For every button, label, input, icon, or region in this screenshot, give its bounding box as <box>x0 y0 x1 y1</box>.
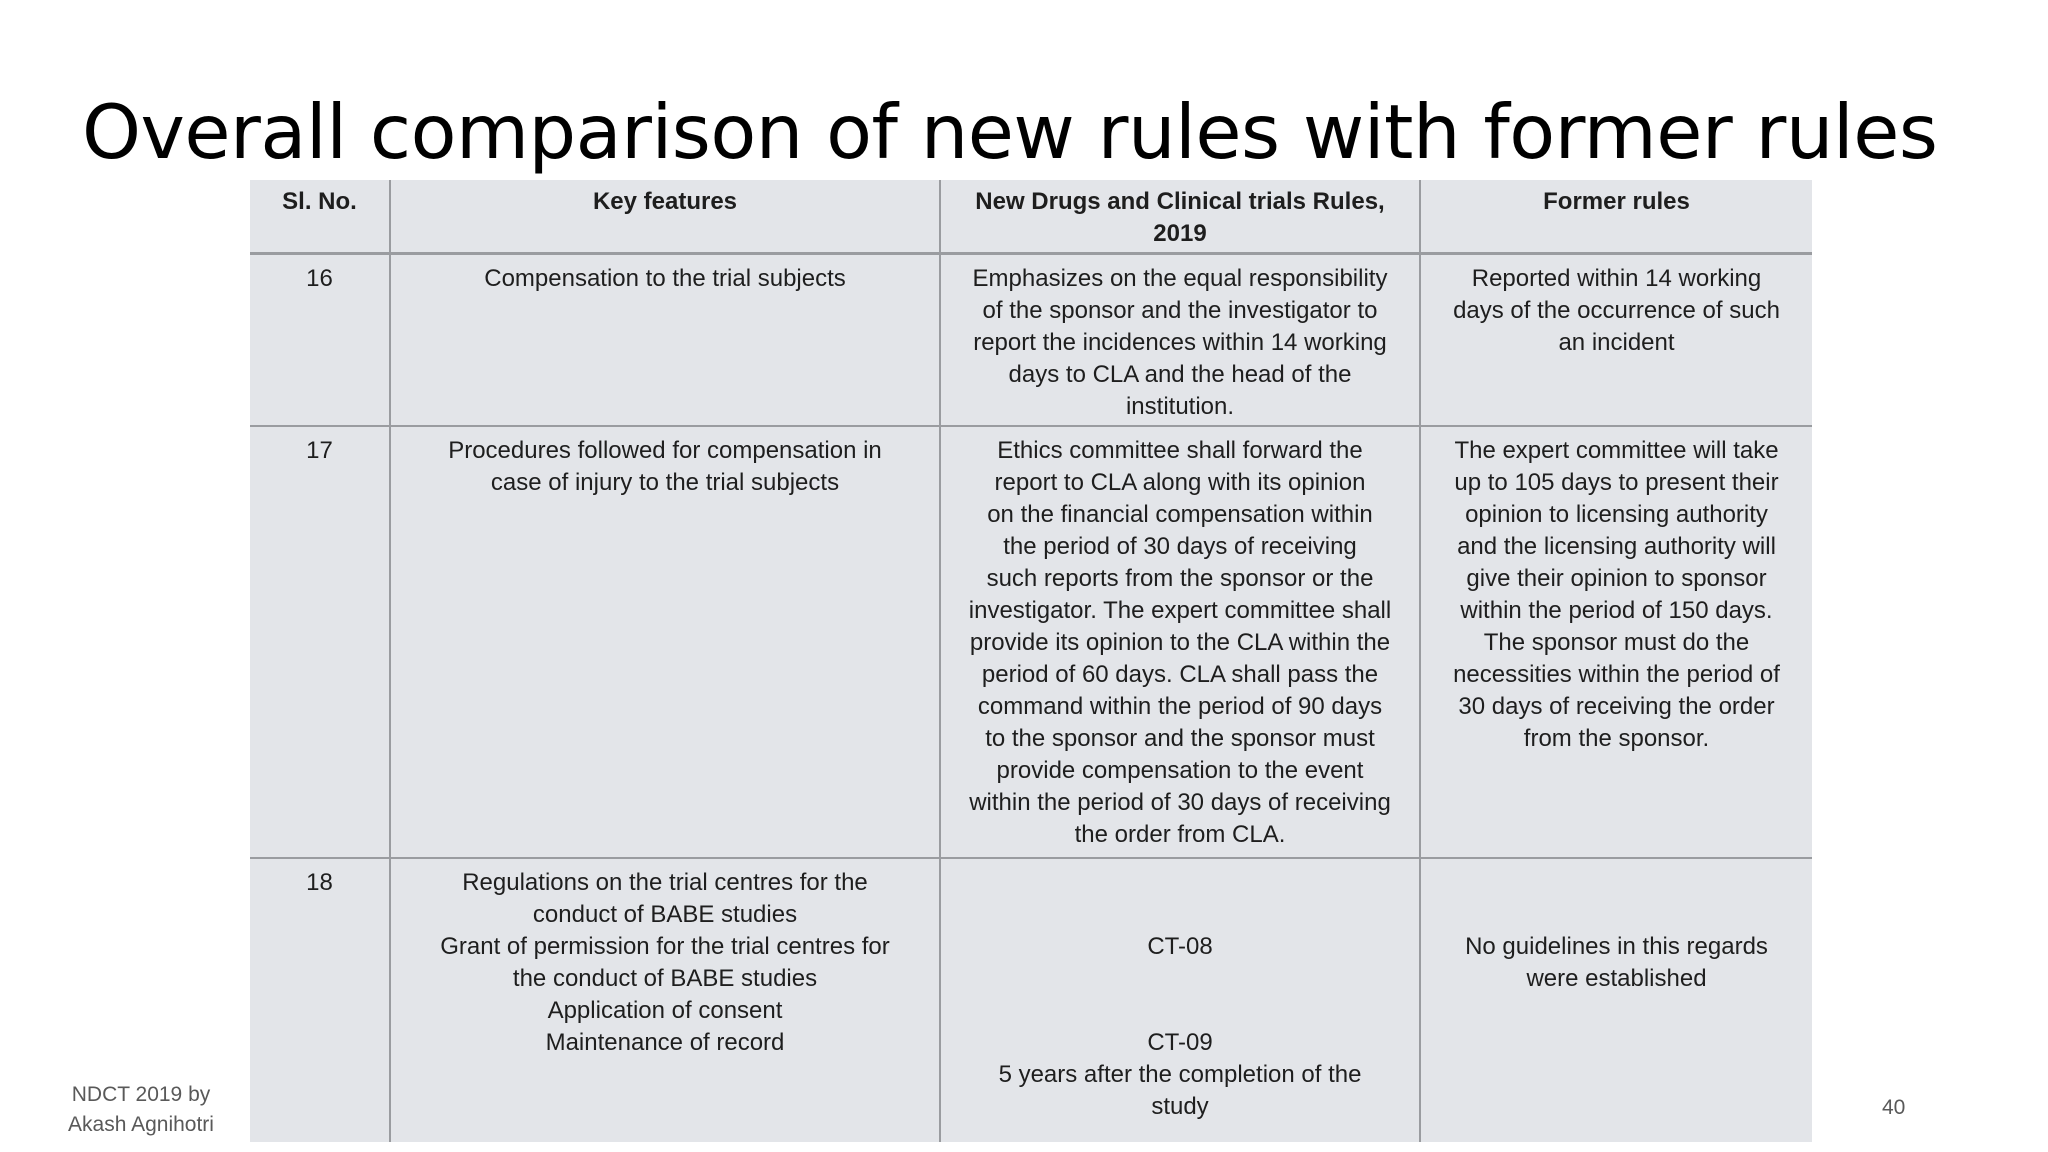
header-new-rules-line: 2019 <box>1153 220 1207 247</box>
cell-spacer <box>951 867 1409 931</box>
cell-line: CT-09 <box>1147 1029 1213 1056</box>
cell-line: necessities within the period of <box>1453 661 1780 688</box>
cell-line: report to CLA along with its opinion <box>994 469 1366 496</box>
header-former-rules: Former rules <box>1420 180 1812 254</box>
cell-line: conduct of BABE studies <box>532 901 798 928</box>
cell-line: within the period of 150 days. <box>1460 597 1773 624</box>
cell-key-feature <box>390 858 940 1142</box>
cell-line: case of injury to the trial subjects <box>490 469 840 496</box>
cell-line: The sponsor must do the <box>1483 629 1750 656</box>
cell-line: within the period of 30 days of receiving <box>969 789 1391 816</box>
cell-new-rules <box>940 426 1420 858</box>
cell-line: Procedures followed for compensation in <box>448 437 882 464</box>
cell-new-rules <box>940 858 1420 1142</box>
cell-line: give their opinion to sponsor <box>1466 565 1767 592</box>
cell-line: provide its opinion to the CLA within the <box>969 629 1391 656</box>
cell-former-rules <box>1420 254 1812 427</box>
cell-line: the period of 30 days of receiving <box>1003 533 1357 560</box>
header-key-features: Key features <box>390 180 940 254</box>
cell-line: institution. <box>1125 393 1235 420</box>
cell-line: Ethics committee shall forward the <box>997 437 1363 464</box>
cell-line: an incident <box>1558 329 1675 356</box>
cell-line: Reported within 14 working <box>1471 265 1762 292</box>
cell-line: of the sponsor and the investigator to <box>982 297 1378 324</box>
cell-line: Maintenance of record <box>545 1029 785 1056</box>
cell-line: Regulations on the trial centres for the <box>462 869 868 896</box>
cell-sl-no: 16 <box>250 254 390 427</box>
cell-line: command within the period of 90 days <box>977 693 1383 720</box>
cell-line: study <box>1151 1093 1209 1120</box>
cell-line: up to 105 days to present their <box>1454 469 1779 496</box>
cell-line: were established <box>1526 965 1707 992</box>
cell-line: and the licensing authority will <box>1457 533 1776 560</box>
cell-key-feature: Compensation to the trial subjects <box>390 254 940 427</box>
cell-spacer <box>951 963 1409 1027</box>
cell-line: CT-08 <box>1147 933 1213 960</box>
cell-former-rules <box>1420 858 1812 1142</box>
footer-author-line: Akash Agnihotri <box>68 1113 214 1136</box>
cell-line: Grant of permission for the trial centres for <box>440 933 890 960</box>
page-number: 40 <box>1882 1096 1906 1119</box>
cell-line: to the sponsor and the sponsor must <box>985 725 1375 752</box>
table-row <box>250 254 1812 427</box>
cell-line: period of 60 days. CLA shall pass the <box>981 661 1379 688</box>
cell-line: No guidelines in this regards <box>1465 933 1768 960</box>
header-sl-no: Sl. No. <box>250 180 390 254</box>
header-new-rules <box>940 180 1420 254</box>
cell-former-rules <box>1420 426 1812 858</box>
cell-line: 30 days of receiving the order <box>1458 693 1775 720</box>
cell-line: 5 years after the completion of the <box>998 1061 1362 1088</box>
footer-author <box>56 1080 226 1140</box>
cell-line: the order from CLA. <box>1074 821 1286 848</box>
cell-line: report the incidences within 14 working <box>973 329 1387 356</box>
cell-line: days to CLA and the head of the <box>1008 361 1352 388</box>
cell-line: investigator. The expert committee shall <box>968 597 1392 624</box>
cell-line: the conduct of BABE studies <box>512 965 818 992</box>
slide-title: Overall comparison of new rules with former rules <box>82 88 1938 176</box>
cell-sl-no: 18 <box>250 858 390 1142</box>
cell-line: The expert committee will take <box>1454 437 1779 464</box>
footer-author-line: NDCT 2019 by <box>71 1083 211 1106</box>
cell-line: Application of consent <box>547 997 783 1024</box>
comparison-table <box>250 180 1812 1142</box>
cell-line: from the sponsor. <box>1523 725 1710 752</box>
cell-line: such reports from the sponsor or the <box>986 565 1374 592</box>
table-header-row <box>250 180 1812 254</box>
cell-sl-no: 17 <box>250 426 390 858</box>
cell-spacer <box>1431 867 1802 931</box>
cell-new-rules <box>940 254 1420 427</box>
cell-line: days of the occurrence of such <box>1453 297 1780 324</box>
table-row <box>250 426 1812 858</box>
cell-line: on the financial compensation within <box>987 501 1373 528</box>
cell-line: opinion to licensing authority <box>1465 501 1768 528</box>
cell-line: provide compensation to the event <box>996 757 1364 784</box>
table-row <box>250 858 1812 1142</box>
header-new-rules-line: New Drugs and Clinical trials Rules, <box>975 188 1385 215</box>
cell-key-feature <box>390 426 940 858</box>
cell-line: Emphasizes on the equal responsibility <box>972 265 1388 292</box>
